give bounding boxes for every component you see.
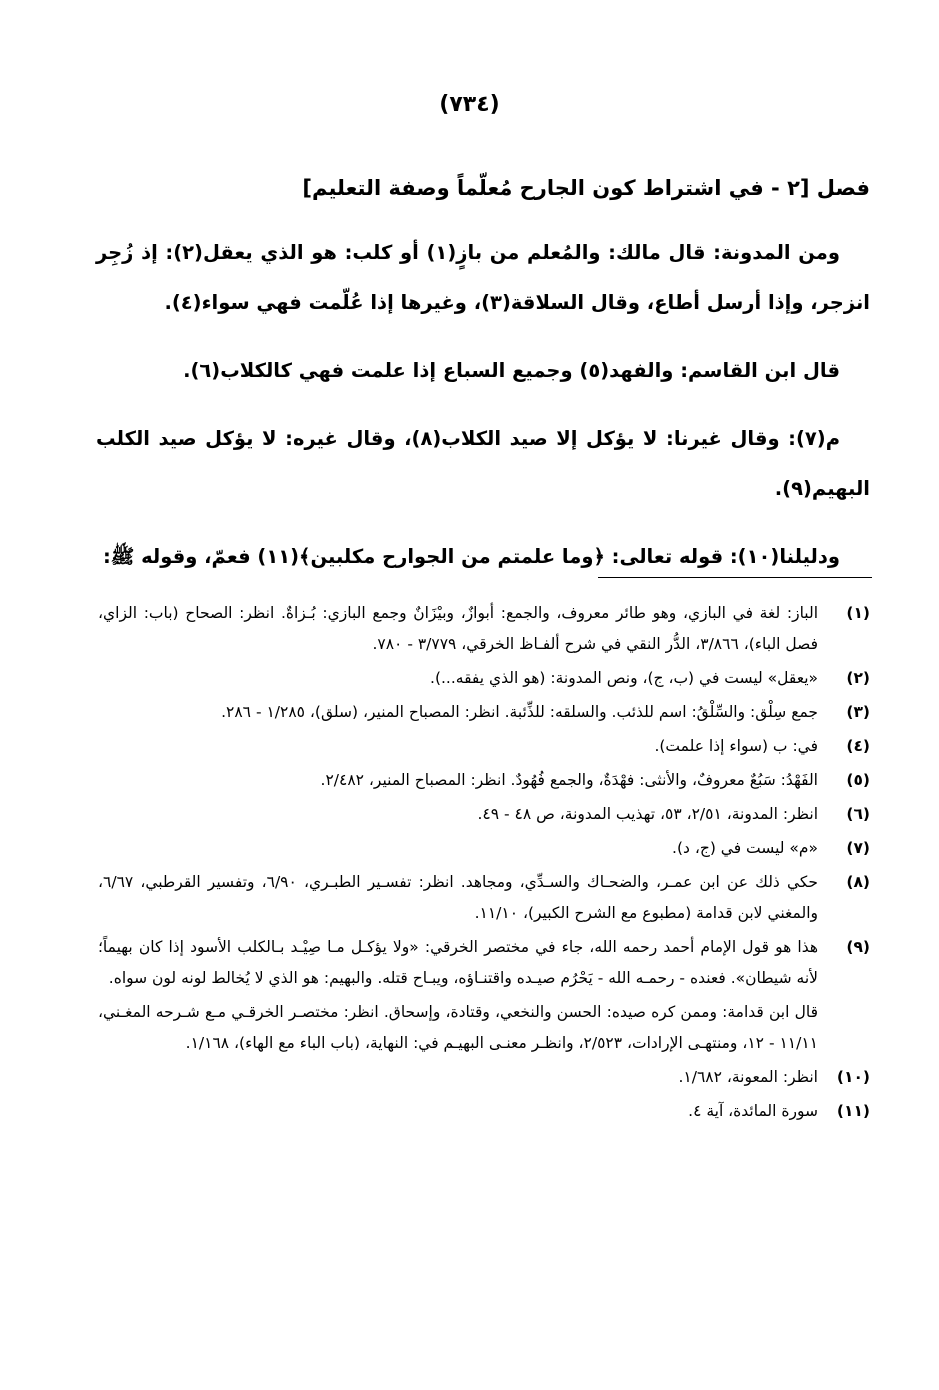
footnote-number: (١) [846,604,870,622]
footnote [98,765,870,796]
footnote-number: (٩) [846,938,870,956]
footnote-divider [598,577,872,578]
paragraph: م(٧): وقال غيرنا: لا يؤكل إلا صيد الكلاب(٨)، وقال غيره: لا يؤكل صيد الكلب البهيم(٩). [96,426,870,500]
footnote [98,867,870,929]
footnote-text: حكي ذلك عن ابن عمـر، والضحـاك والسـدِّي، ومجاهد. انظر: تفسـير الطبـري، ٦/٩٠، وتفسير القرطبي، ٦/٦٧، والمغني لابن قدامة (مطبوع مع الشرح الكبير)، ١١/١٠. [98,873,819,922]
footnote-continuation: قال ابن قدامة: وممن كره صيده: الحسن والنخعي، وقتادة، وإسحاق. انظر: مختصـر الخرقـي مـع شـرحه المغـني، ١١/١١ - ١٢، ومنتهـى الإرادات، ٢/٥٢٣، وانظـر معنـى البهيـم في: النهاية، (باب الباء مع الهاء)، ١/١٦٨. [98,1003,818,1052]
footnote [98,799,870,830]
footnote-text: انظر: المدونة، ٢/٥١، ٥٣، تهذيب المدونة، ص ٤٨ - ٤٩. [477,805,818,823]
footnote-text: جمع سِلْق: والسِّلْقُ: اسم للذئب. والسلقه: للذِّئبة. انظر: المصباح المنير، (سلق)، ١/٢٨٥ - ٢٨٦. [221,703,818,721]
footnote-number: (٧) [846,839,870,857]
page-number: (٧٣٤) [439,92,500,117]
paragraph: ومن المدونة: قال مالك: والمُعلم من بازٍ(١) أو كلب: هو الذي يعقل(٢): إذ زُجِر انزجر، وإذا أرسل أطاع، وقال السلاقة(٣)، وغيرها إذا عُلّمت فهي سواء(٤). [96,240,870,314]
footnote-text: سورة المائدة، آية ٤. [688,1102,818,1120]
footnote [98,598,870,660]
footnote [98,663,870,694]
footnote-number: (٣) [846,703,870,721]
section-heading: فصل [٢ - في اشتراط كون الجارح مُعلّماً وصفة التعليم] [302,176,870,200]
footnote-text: الباز: لغة في البازي، وهو طائر معروف، والجمع: أبوازٌ، وبيْزَانٌ وجمع البازي: بُـزاةٌ. انظر: الصحاح (باب: الزاي، فصل الباء)، ٣/٨٦٦، الدُّر النقي في شرح ألفـاظ الخرقي، ٣/٧٧٩ - ٧٨٠. [98,604,818,653]
footnote [98,833,870,864]
footnote-text: انظر: المعونة، ١/٦٨٢. [678,1068,818,1086]
footnote-number: (١٠) [836,1068,870,1086]
paragraph: قال ابن القاسم: والفهد(٥) وجميع السباع إذا علمت فهي كالكلاب(٦). [183,358,840,382]
footnote-number: (٨) [846,873,870,891]
footnote-number: (٦) [846,805,870,823]
footnote [98,697,870,728]
footnotes [98,598,870,1130]
footnote-text: «م» ليست في (ج، د). [672,839,818,857]
footnote-text: الفَهْدُ: سَبُعٌ معروفٌ، والأنثى: فهْدَةٌ، والجمع فُهُودٌ. انظر: المصباح المنير، ٢/٤٨٢. [320,771,818,789]
footnote [98,1096,870,1127]
footnote [98,1062,870,1093]
footnote-number: (٥) [846,771,870,789]
footnote-text: في: ب (سواء إذا علمت). [654,737,818,755]
footnote [98,731,870,762]
footnote-text: هذا هو قول الإمام أحمد رحمه الله، جاء في مختصر الخرقي: «ولا يؤكـل مـا صِيْـد بـالكلب الأسود إذا كان بهيماً؛ لأنه شيطان». فعنده - رحمـه الله - يَحْرُم صيـده واقتنـاؤه، ويبـاح قتله. والبهيم: هو الذي لا يُخالط لونه لون سواه. [98,938,818,987]
footnote-text: «يعقل» ليست في (ب، ج)، ونص المدونة: (هو الذي يفقه...). [430,669,818,687]
paragraph: ودليلنا(١٠): قوله تعالى: ﴿وما علمتم من الجوارح مكلبين﴾(١١) فعمّ، وقوله ﷺ: [102,544,840,568]
footnote [98,932,870,994]
footnote-number: (٢) [846,669,870,687]
footnote-number: (٤) [846,737,870,755]
footnote-number: (١١) [836,1102,870,1120]
main-text [96,172,870,600]
